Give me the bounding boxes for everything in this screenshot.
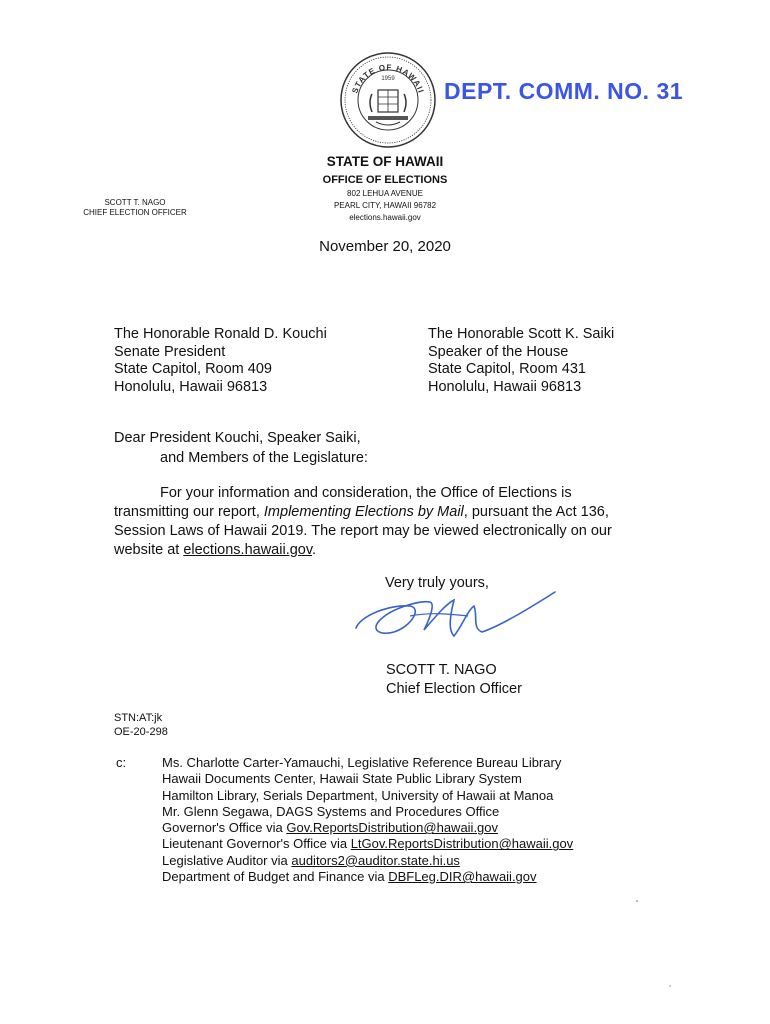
cc-item-text: Governor's Office via bbox=[162, 820, 287, 836]
cc-email-link[interactable]: DBFLeg.DIR@hawaii.gov bbox=[388, 869, 537, 885]
cc-email-link[interactable]: LtGov.ReportsDistribution@hawaii.gov bbox=[350, 836, 574, 852]
office-name: OFFICE OF ELECTIONS bbox=[322, 174, 448, 186]
elections-website-link[interactable]: elections.hawaii.gov bbox=[183, 542, 313, 558]
recipient-left-line: State Capitol, Room 409 bbox=[114, 361, 272, 377]
office-address-line1: 802 LEHUA AVENUE bbox=[347, 189, 423, 198]
cc-item bbox=[162, 820, 573, 836]
cc-item-text: Lieutenant Governor's Office via bbox=[162, 836, 351, 852]
recipient-left bbox=[114, 326, 327, 396]
letter-date: November 20, 2020 bbox=[319, 238, 451, 255]
cc-item bbox=[162, 869, 573, 885]
cc-label: c: bbox=[116, 755, 127, 770]
scan-speck bbox=[669, 985, 671, 987]
office-website: elections.hawaii.gov bbox=[349, 213, 421, 222]
body-line3: Session Laws of Hawaii 2019. The report may be viewed electronically on our bbox=[114, 523, 612, 539]
dept-comm-number: DEPT. COMM. NO. 31 bbox=[444, 78, 684, 104]
handwritten-signature bbox=[350, 586, 560, 646]
body-line4-text: website at bbox=[114, 542, 184, 558]
body-line2 bbox=[114, 503, 609, 522]
recipient-right-line: Speaker of the House bbox=[428, 343, 569, 360]
cc-item-text: Hawaii Documents Center, Hawaii State Public Library System bbox=[162, 771, 522, 787]
reference-initials: STN:AT:jk bbox=[114, 712, 163, 724]
signer-name: SCOTT T. NAGO bbox=[386, 662, 497, 678]
salutation-line2: and Members of the Legislature: bbox=[160, 450, 368, 466]
body-line4-text-end: . bbox=[312, 542, 317, 558]
closing: Very truly yours, bbox=[385, 575, 489, 591]
reference-number: OE-20-298 bbox=[114, 726, 168, 738]
recipient-right-line: State Capitol, Room 431 bbox=[428, 361, 586, 377]
cc-item-text: Department of Budget and Finance via bbox=[162, 869, 389, 885]
state-seal bbox=[338, 50, 438, 150]
seal-arc-text: STATE OF HAWAII bbox=[350, 62, 426, 95]
cc-item-text: Mr. Glenn Segawa, DAGS Systems and Procedures Office bbox=[162, 803, 500, 819]
body-line1: For your information and consideration, the Office of Elections is bbox=[160, 485, 572, 501]
cc-item bbox=[162, 788, 573, 804]
office-address-line2: PEARL CITY, HAWAII 96782 bbox=[333, 201, 437, 210]
recipient-right-line: Honolulu, Hawaii 96813 bbox=[428, 378, 582, 395]
cc-item bbox=[162, 755, 573, 771]
report-title: Implementing Elections by Mail bbox=[263, 504, 464, 520]
cc-item bbox=[162, 836, 573, 852]
recipient-left-line: Honolulu, Hawaii 96813 bbox=[114, 378, 268, 395]
recipient-left-line: The Honorable Ronald D. Kouchi bbox=[114, 326, 327, 342]
cc-email-link[interactable]: auditors2@auditor.state.hi.us bbox=[291, 852, 460, 868]
seal-year: 1959 bbox=[381, 76, 395, 82]
recipient-right bbox=[428, 326, 614, 396]
state-name: STATE OF HAWAII bbox=[326, 154, 444, 169]
recipient-right-line: The Honorable Scott K. Saiki bbox=[428, 326, 615, 342]
cc-item bbox=[162, 853, 573, 869]
cc-item bbox=[162, 771, 573, 787]
signer-title: Chief Election Officer bbox=[386, 681, 522, 697]
body-line4 bbox=[114, 541, 316, 560]
cc-item bbox=[162, 804, 573, 820]
body-line2-text: transmitting our report, bbox=[114, 504, 264, 520]
salutation-line1: Dear President Kouchi, Speaker Saiki, bbox=[114, 430, 361, 446]
cc-email-link[interactable]: Gov.ReportsDistribution@hawaii.gov bbox=[286, 820, 499, 836]
cc-item-text: Ms. Charlotte Carter-Yamauchi, Legislative Reference Bureau Library bbox=[162, 755, 562, 770]
cc-item-text: Hamilton Library, Serials Department, University of Hawaii at Manoa bbox=[162, 787, 554, 803]
cc-list bbox=[162, 755, 573, 885]
header-officer-title: CHIEF ELECTION OFFICER bbox=[83, 208, 187, 217]
scan-speck bbox=[636, 900, 638, 902]
recipient-left-line: Senate President bbox=[114, 343, 226, 360]
cc-item-text: Legislative Auditor via bbox=[162, 852, 292, 868]
body-line2-text-end: , pursuant the Act 136, bbox=[463, 504, 609, 520]
header-officer-name: SCOTT T. NAGO bbox=[104, 198, 166, 207]
